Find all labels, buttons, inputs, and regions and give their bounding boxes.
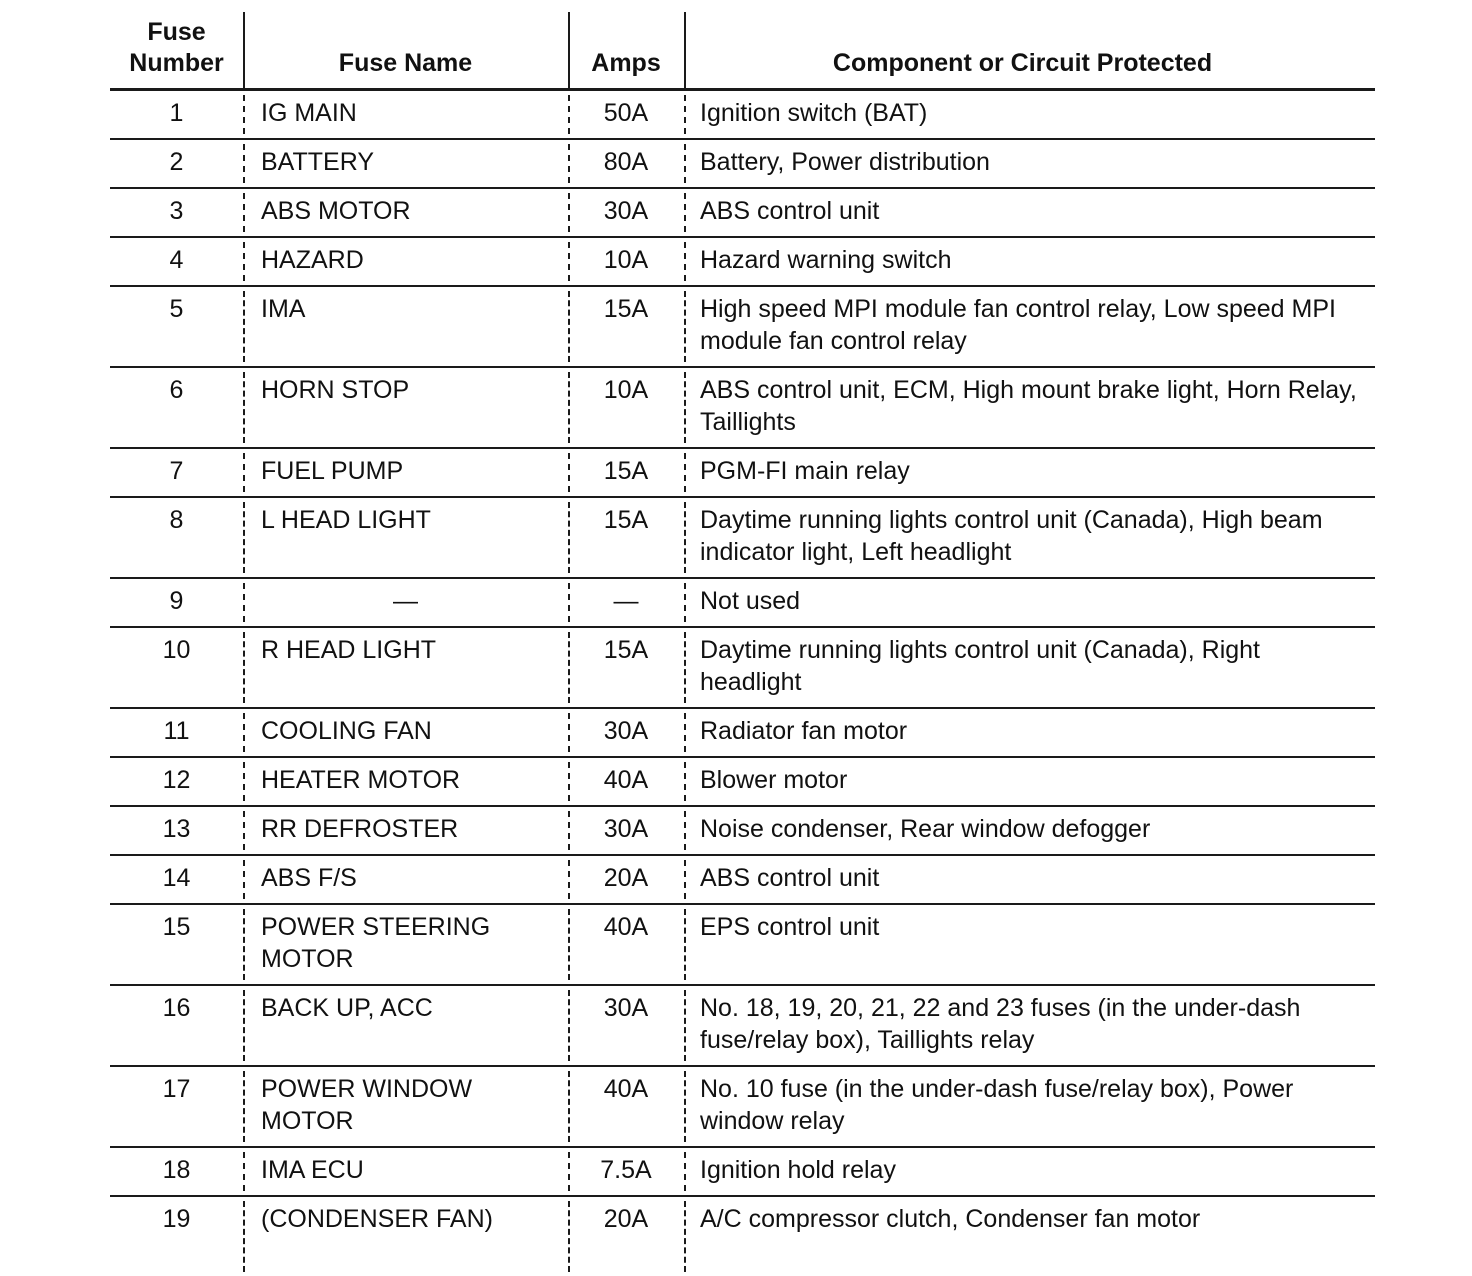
fuse-number: 5 bbox=[169, 295, 184, 323]
fuse-amps: — bbox=[568, 579, 684, 626]
table-row bbox=[110, 905, 1375, 986]
table-row bbox=[110, 1197, 1375, 1276]
fuse-amps: 10A bbox=[568, 368, 684, 447]
fuse-name: COOLING FAN bbox=[243, 709, 568, 756]
fuse-number: 11 bbox=[163, 717, 190, 745]
fuse-component: Battery, Power distribution bbox=[684, 140, 1375, 187]
fuse-number: 3 bbox=[169, 197, 184, 225]
fuse-component: PGM-FI main relay bbox=[684, 449, 1375, 496]
fuse-name: — bbox=[243, 579, 568, 626]
table-row bbox=[110, 628, 1375, 709]
fuse-component: Daytime running lights control unit (Canada), High beam indicator light, Left headlight bbox=[684, 498, 1375, 577]
fuse-number: 6 bbox=[169, 376, 184, 404]
fuse-amps: 40A bbox=[568, 758, 684, 805]
table-row bbox=[110, 498, 1375, 579]
fuse-name: L HEAD LIGHT bbox=[243, 498, 568, 577]
fuse-component: ABS control unit bbox=[684, 189, 1375, 236]
fuse-amps: 20A bbox=[568, 1197, 684, 1276]
fuse-number: 8 bbox=[169, 506, 184, 534]
fuse-component: A/C compressor clutch, Condenser fan motor bbox=[684, 1197, 1375, 1276]
fuse-amps: 30A bbox=[568, 189, 684, 236]
table-row bbox=[110, 1067, 1375, 1148]
table-row bbox=[110, 91, 1375, 140]
table-row bbox=[110, 189, 1375, 238]
fuse-amps: 30A bbox=[568, 709, 684, 756]
header-fuse-number bbox=[110, 12, 243, 88]
table-row bbox=[110, 579, 1375, 628]
fuse-component: Noise condenser, Rear window defogger bbox=[684, 807, 1375, 854]
fuse-name: POWER WINDOW MOTOR bbox=[243, 1067, 568, 1146]
fuse-number: 9 bbox=[169, 587, 184, 615]
header-fuse-name: Fuse Name bbox=[243, 12, 568, 88]
table-row bbox=[110, 238, 1375, 287]
fuse-number: 12 bbox=[162, 766, 191, 794]
fuse-component: ABS control unit, ECM, High mount brake light, Horn Relay, Taillights bbox=[684, 368, 1375, 447]
fuse-number: 2 bbox=[169, 148, 184, 176]
fuse-name: FUEL PUMP bbox=[243, 449, 568, 496]
fuse-table bbox=[110, 12, 1375, 1276]
table-row bbox=[110, 856, 1375, 905]
fuse-name: BATTERY bbox=[243, 140, 568, 187]
table-header bbox=[110, 12, 1375, 91]
fuse-component: ABS control unit bbox=[684, 856, 1375, 903]
fuse-name: HAZARD bbox=[243, 238, 568, 285]
fuse-name: POWER STEERING MOTOR bbox=[243, 905, 568, 984]
fuse-amps: 40A bbox=[568, 905, 684, 984]
table-row bbox=[110, 1148, 1375, 1197]
fuse-component: High speed MPI module fan control relay, Low speed MPI module fan control relay bbox=[684, 287, 1375, 366]
fuse-number: 16 bbox=[162, 994, 191, 1022]
fuse-number: 14 bbox=[162, 864, 191, 892]
table-row bbox=[110, 807, 1375, 856]
fuse-amps: 20A bbox=[568, 856, 684, 903]
fuse-number: 17 bbox=[162, 1075, 191, 1103]
fuse-name: HORN STOP bbox=[243, 368, 568, 447]
fuse-amps: 30A bbox=[568, 986, 684, 1065]
header-amps: Amps bbox=[568, 12, 684, 88]
fuse-number: 4 bbox=[169, 246, 184, 274]
fuse-component: Hazard warning switch bbox=[684, 238, 1375, 285]
header-fuse-number-line1: Fuse bbox=[147, 18, 206, 46]
table-row bbox=[110, 709, 1375, 758]
fuse-number: 7 bbox=[169, 457, 184, 485]
fuse-component: Not used bbox=[684, 579, 1375, 626]
fuse-number: 18 bbox=[162, 1156, 191, 1184]
fuse-number: 1 bbox=[169, 99, 184, 127]
fuse-name: IMA ECU bbox=[243, 1148, 568, 1195]
table-row bbox=[110, 449, 1375, 498]
fuse-amps: 7.5A bbox=[568, 1148, 684, 1195]
fuse-name: HEATER MOTOR bbox=[243, 758, 568, 805]
fuse-amps: 50A bbox=[568, 91, 684, 138]
fuse-number: 15 bbox=[162, 913, 191, 941]
fuse-name: (CONDENSER FAN) bbox=[243, 1197, 568, 1276]
fuse-amps: 15A bbox=[568, 449, 684, 496]
fuse-name: IG MAIN bbox=[243, 91, 568, 138]
table-row bbox=[110, 287, 1375, 368]
fuse-component: EPS control unit bbox=[684, 905, 1375, 984]
header-component: Component or Circuit Protected bbox=[684, 12, 1375, 88]
fuse-amps: 15A bbox=[568, 628, 684, 707]
fuse-component: Ignition hold relay bbox=[684, 1148, 1375, 1195]
fuse-amps: 80A bbox=[568, 140, 684, 187]
fuse-component: No. 10 fuse (in the under-dash fuse/relay box), Power window relay bbox=[684, 1067, 1375, 1146]
fuse-amps: 15A bbox=[568, 498, 684, 577]
fuse-component: No. 18, 19, 20, 21, 22 and 23 fuses (in the under-dash fuse/relay box), Taillights relay bbox=[684, 986, 1375, 1065]
fuse-amps: 15A bbox=[568, 287, 684, 366]
fuse-name: ABS F/S bbox=[243, 856, 568, 903]
fuse-amps: 10A bbox=[568, 238, 684, 285]
fuse-amps: 30A bbox=[568, 807, 684, 854]
fuse-number: 10 bbox=[162, 636, 191, 664]
fuse-number: 19 bbox=[162, 1205, 191, 1233]
header-fuse-number-line2: Number bbox=[129, 49, 224, 77]
fuse-name: ABS MOTOR bbox=[243, 189, 568, 236]
table-row bbox=[110, 140, 1375, 189]
table-row bbox=[110, 758, 1375, 807]
fuse-name: BACK UP, ACC bbox=[243, 986, 568, 1065]
fuse-component: Blower motor bbox=[684, 758, 1375, 805]
fuse-amps: 40A bbox=[568, 1067, 684, 1146]
fuse-component: Daytime running lights control unit (Canada), Right headlight bbox=[684, 628, 1375, 707]
fuse-name: R HEAD LIGHT bbox=[243, 628, 568, 707]
fuse-name: IMA bbox=[243, 287, 568, 366]
table-row bbox=[110, 368, 1375, 449]
fuse-name: RR DEFROSTER bbox=[243, 807, 568, 854]
fuse-component: Radiator fan motor bbox=[684, 709, 1375, 756]
fuse-number: 13 bbox=[162, 815, 191, 843]
table-row bbox=[110, 986, 1375, 1067]
fuse-component: Ignition switch (BAT) bbox=[684, 91, 1375, 138]
